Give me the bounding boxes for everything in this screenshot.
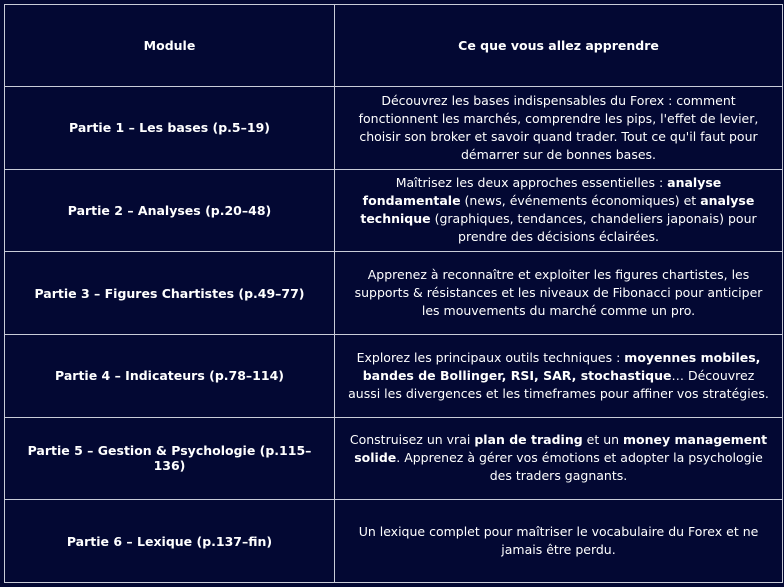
description-text: Construisez un vrai — [349, 432, 475, 448]
description-highlight: plan de trading — [474, 432, 583, 448]
description-highlight: moyennes mobiles, bandes de Bollinger, RSI, SAR, stochastique — [362, 349, 761, 383]
table-row — [5, 87, 783, 170]
description-cell — [335, 87, 783, 170]
table-row — [5, 169, 783, 252]
table-row — [5, 334, 783, 417]
description-highlight: money management solide — [354, 432, 768, 466]
description-text: Un lexique complet pour maîtriser le vocabulaire du Forex et ne jamais être perdu. — [358, 524, 759, 558]
module-cell: Partie 5 – Gestion & Psychologie (p.115–136) — [5, 417, 335, 500]
description-text: Explorez les principaux outils techniques : — [356, 349, 625, 365]
description-cell — [335, 500, 783, 583]
description-text: Découvrez les bases indispensables du Forex : comment fonctionnent les marchés, comprendre les pips, l'effet de levier, choisir son broker et savoir quand trader. Tout ce qu'il faut pour démarrer sur de bonnes bases. — [358, 92, 759, 162]
description-text: (news, événements économiques) et — [460, 193, 701, 209]
module-cell: Partie 4 – Indicateurs (p.78–114) — [5, 334, 335, 417]
table-row — [5, 500, 783, 583]
description-text: Apprenez à reconnaître et exploiter les figures chartistes, les supports & résistances et les niveaux de Fibonacci pour anticiper les mouvements du marché comme un pro. — [354, 267, 763, 319]
module-cell: Partie 1 – Les bases (p.5–19) — [5, 87, 335, 170]
module-cell: Partie 3 – Figures Chartistes (p.49–77) — [5, 252, 335, 335]
description-cell — [335, 334, 783, 417]
header-module: Module — [5, 5, 335, 87]
description-text: (graphiques, tendances, chandeliers japonais) pour prendre des décisions éclairées. — [430, 211, 757, 245]
table-row — [5, 252, 783, 335]
description-cell — [335, 252, 783, 335]
table-row — [5, 417, 783, 500]
module-cell: Partie 2 – Analyses (p.20–48) — [5, 169, 335, 252]
description-highlight: analyse fondamentale — [362, 175, 722, 209]
description-highlight: analyse technique — [360, 193, 755, 227]
table-body — [5, 87, 783, 583]
module-cell: Partie 6 – Lexique (p.137–fin) — [5, 500, 335, 583]
description-cell — [335, 417, 783, 500]
description-text: … Découvrez aussi les divergences et les timeframes pour affiner vos stratégies. — [348, 367, 769, 401]
header-learn: Ce que vous allez apprendre — [335, 5, 783, 87]
description-cell — [335, 169, 783, 252]
description-text: Maîtrisez les deux approches essentielles : — [395, 175, 668, 191]
table-header-row — [5, 5, 783, 87]
course-modules-table — [4, 4, 783, 583]
description-text: et un — [582, 432, 624, 448]
description-text: . Apprenez à gérer vos émotions et adopter la psychologie des traders gagnants. — [396, 450, 763, 484]
